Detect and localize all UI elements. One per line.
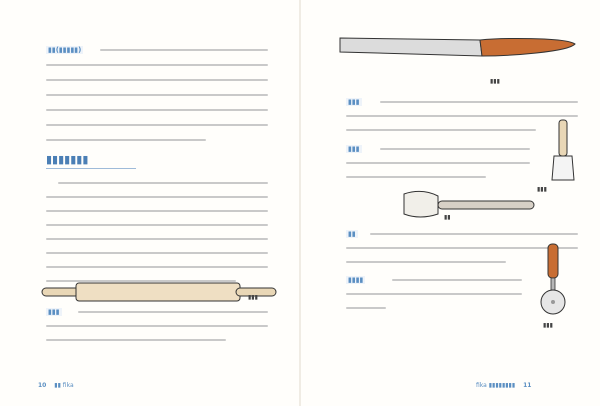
text-line [46,94,268,96]
text-line [78,311,268,313]
text-line [380,101,578,103]
left-running-title: ▮▮ fika [54,382,74,389]
rolling-pin-icon [40,277,280,307]
text-line [346,115,578,117]
text-line [46,252,268,254]
text-line [346,307,386,309]
scraper-tool-caption: ▮▮ [444,214,451,221]
text-line [346,293,522,295]
bread-knife-icon [330,28,580,74]
text-line [46,139,206,141]
rolling-pin-term: ▮▮▮ [48,308,60,316]
scraper-term: ▮▮ [348,230,356,238]
text-line [100,49,268,51]
section-title: ▮▮▮▮▮▮▮ [46,153,89,166]
text-line [46,109,268,111]
text-line [46,339,226,341]
text-line [370,233,578,235]
text-line [346,261,506,263]
right-footer [476,382,531,389]
text-line [380,148,530,150]
pastry-cutter-term: ▮▮▮▮ [348,276,364,284]
text-line [46,266,268,268]
text-line [46,196,268,198]
text-line [46,64,268,66]
spatula-term: ▮▮▮ [348,145,360,153]
text-line [46,79,268,81]
rolling-pin-caption: ▮▮▮ [248,294,258,301]
scraper-caption: ▮▮▮ [537,186,547,193]
text-line [346,176,486,178]
right-running-title: fika ▮▮▮▮▮▮▮▮ [476,382,516,389]
text-line [46,210,268,212]
text-line [392,279,522,281]
text-line [346,129,536,131]
spatula-icon [400,186,540,224]
text-line [46,124,268,126]
text-line [46,325,268,327]
pastry-brush-icon [540,118,586,184]
pastry-cutter-caption: ▮▮▮ [543,322,553,329]
text-line [46,224,268,226]
left-page-number: 10 [38,382,47,389]
section-title-rule [46,168,136,169]
knife-caption: ▮▮▮ [490,78,500,85]
text-line [58,182,268,184]
pastry-cutter-icon [536,242,570,324]
syrup-term: ▮▮(▮▮▮▮▮) [48,46,82,54]
left-footer [38,382,74,389]
text-line [46,238,268,240]
right-page-number: 11 [523,382,532,389]
right-page [300,0,600,406]
text-line [346,162,530,164]
bread-knife-term: ▮▮▮ [348,98,360,106]
